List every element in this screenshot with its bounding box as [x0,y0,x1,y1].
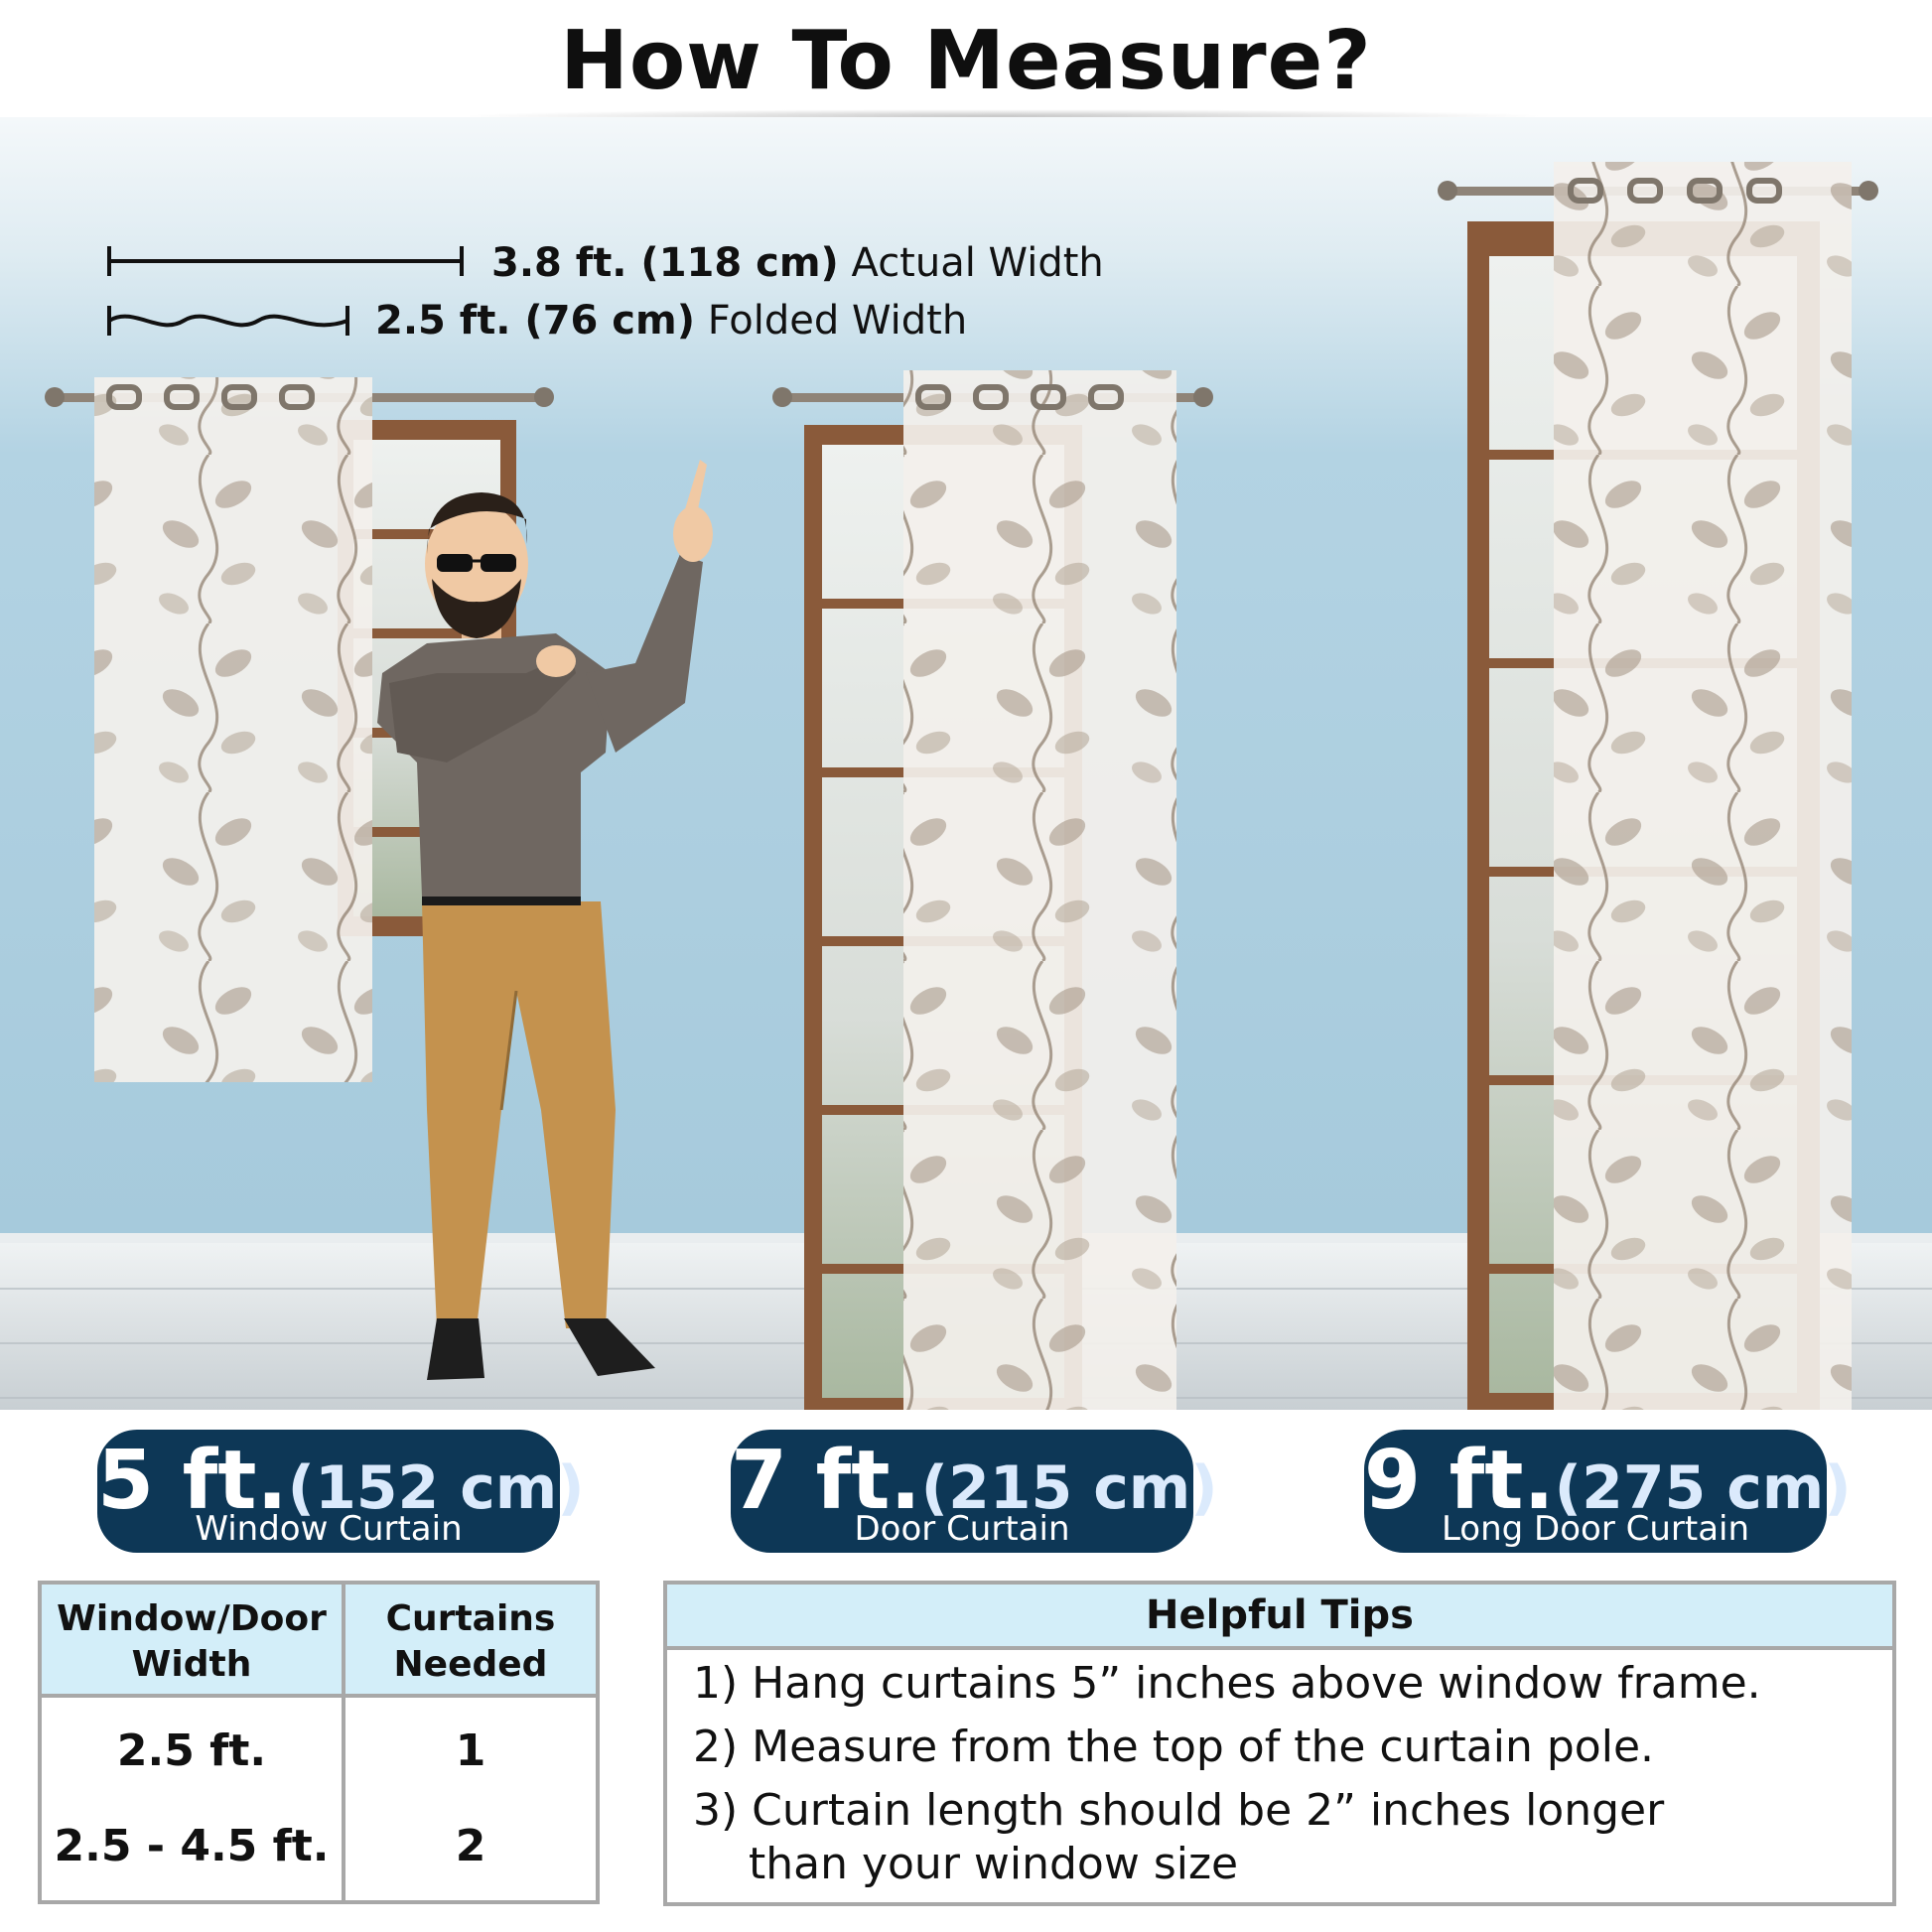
long-door-curtain-illustration [1438,162,1878,1410]
width-column-header: Window/Door Width [42,1585,342,1698]
table-row-width: 2.5 ft. [116,1725,267,1776]
folded-width-label: Folded Width [694,298,968,344]
tips-heading: Helpful Tips [667,1585,1892,1650]
door-curtain-cm: (215 cm) [920,1453,1218,1523]
helpful-tips-box [663,1581,1896,1906]
long-door-curtain-label: Long Door Curtain [1441,1509,1750,1549]
tip-item: 3) Curtain length should be 2” inches longer [693,1785,1665,1836]
actual-width-label: Actual Width [838,240,1104,286]
count-column-header: Curtains Needed [345,1585,596,1698]
room-illustration [0,117,1932,1410]
window-curtain-cm: (152 cm) [287,1453,585,1523]
window-curtain-ft: 5 ft. [97,1434,288,1528]
table-row-width: 2.5 - 4.5 ft. [54,1821,330,1871]
tip-item: 2) Measure from the top of the curtain pole. [693,1722,1654,1772]
tip-item-continued: than your window size [749,1839,1239,1889]
actual-width-value: 3.8 ft. (118 cm) [491,240,839,286]
svg-text:3.8 ft. (118 cm) Actual Width [491,240,1104,286]
window-curtain-label: Window Curtain [195,1509,463,1549]
svg-text:2.5 ft. (76 cm) Folded Width [375,298,967,344]
long-door-curtain-cm: (275 cm) [1554,1453,1852,1523]
tip-item: 1) Hang curtains 5” inches above window frame. [693,1658,1761,1709]
door-curtain-badge [731,1430,1218,1553]
folded-width-value: 2.5 ft. (76 cm) [375,298,695,344]
door-curtain-illustration [772,370,1213,1410]
table-row-count: 1 [455,1725,486,1776]
title-bar [0,0,1932,117]
door-curtain-label: Door Curtain [854,1509,1070,1549]
table-row-count: 2 [455,1821,486,1871]
page-title: How To Measure? [560,14,1372,108]
long-door-curtain-ft: 9 ft. [1364,1434,1555,1528]
long-door-curtain-badge [1364,1430,1852,1553]
curtain-count-table [38,1581,600,1904]
window-curtain-badge [97,1430,585,1553]
door-curtain-ft: 7 ft. [731,1434,921,1528]
